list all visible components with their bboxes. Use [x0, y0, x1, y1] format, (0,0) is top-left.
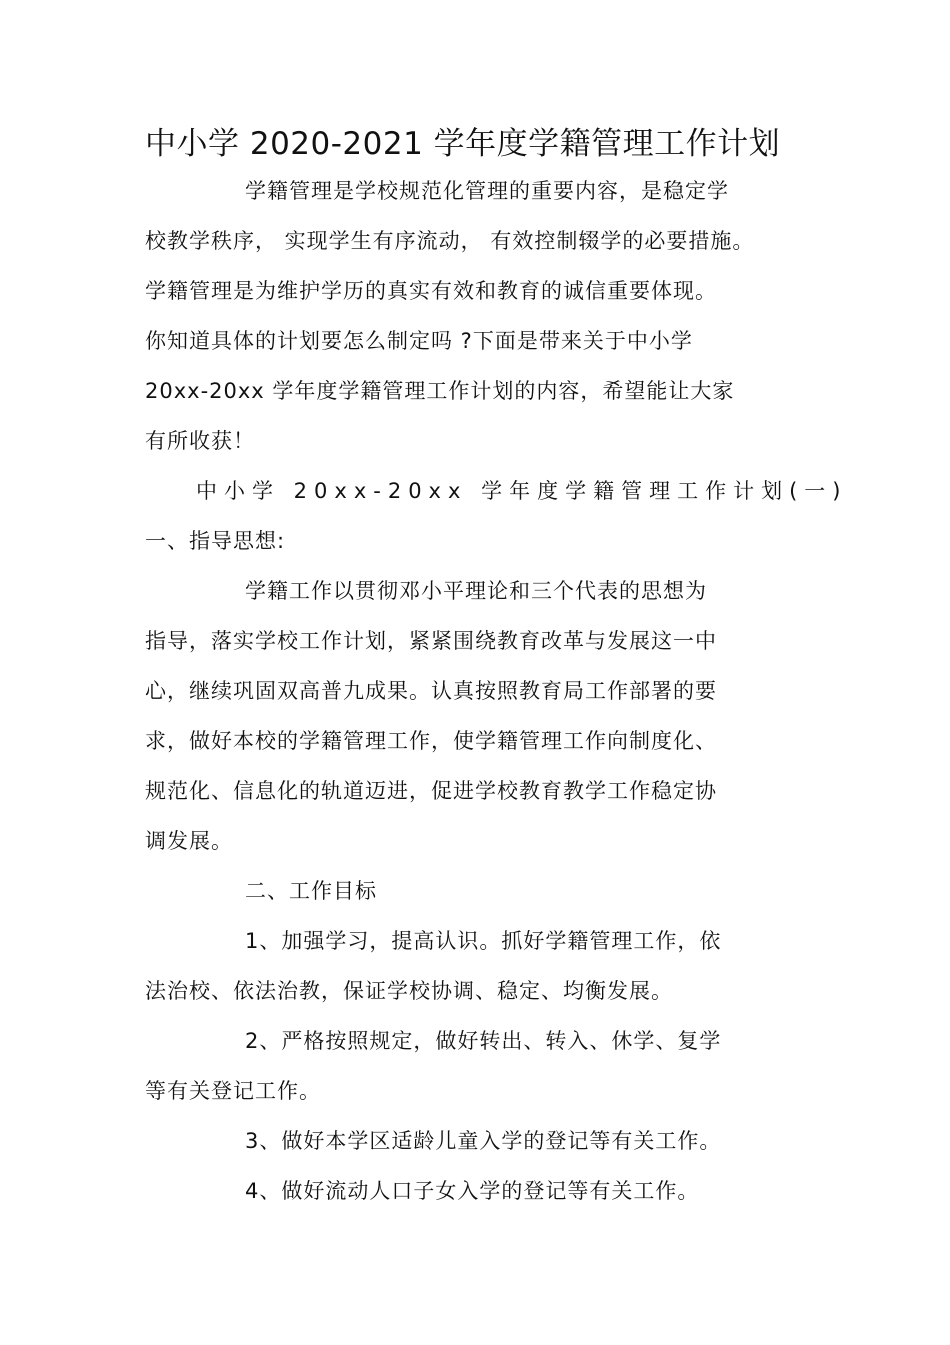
intro-line-2: 校教学秩序， 实现学生有序流动， 有效控制辍学的必要措施。 — [145, 229, 755, 253]
section-title: 中小学 20xx-20xx 学年度学籍管理工作计划(一) — [196, 479, 848, 503]
intro-line-1: 学籍管理是学校规范化管理的重要内容，是稳定学 — [245, 179, 729, 203]
guide-line-1: 学籍工作以贯彻邓小平理论和三个代表的思想为 — [245, 579, 707, 603]
intro-line-5: 20xx-20xx 学年度学籍管理工作计划的内容，希望能让大家 — [145, 379, 735, 403]
goal-line-2: 法治校、依法治教，保证学校协调、稳定、均衡发展。 — [145, 979, 673, 1003]
intro-line-6: 有所收获！ — [145, 429, 255, 453]
goal-line-6: 4、做好流动人口子女入学的登记等有关工作。 — [245, 1179, 700, 1203]
guide-line-2: 指导，落实学校工作计划，紧紧围绕教育改革与发展这一中 — [145, 629, 717, 653]
heading-work-goals: 二、工作目标 — [245, 879, 377, 903]
intro-line-3: 学籍管理是为维护学历的真实有效和教育的诚信重要体现。 — [145, 279, 717, 303]
goal-line-3: 2、严格按照规定，做好转出、转入、休学、复学 — [245, 1029, 722, 1053]
goal-line-5: 3、做好本学区适龄儿童入学的登记等有关工作。 — [245, 1129, 722, 1153]
intro-line-4: 你知道具体的计划要怎么制定吗 ?下面是带来关于中小学 — [145, 329, 693, 353]
document-title: 中小学 2020-2021 学年度学籍管理工作计划 — [145, 126, 781, 162]
guide-line-4: 求，做好本校的学籍管理工作，使学籍管理工作向制度化、 — [145, 729, 717, 753]
guide-line-3: 心，继续巩固双高普九成果。认真按照教育局工作部署的要 — [145, 679, 717, 703]
guide-line-5: 规范化、信息化的轨道迈进，促进学校教育教学工作稳定协 — [145, 779, 717, 803]
heading-guiding-thought: 一、指导思想: — [145, 529, 286, 553]
goal-line-1: 1、加强学习，提高认识。抓好学籍管理工作，依 — [245, 929, 722, 953]
goal-line-4: 等有关登记工作。 — [145, 1079, 321, 1103]
guide-line-6: 调发展。 — [145, 829, 233, 853]
